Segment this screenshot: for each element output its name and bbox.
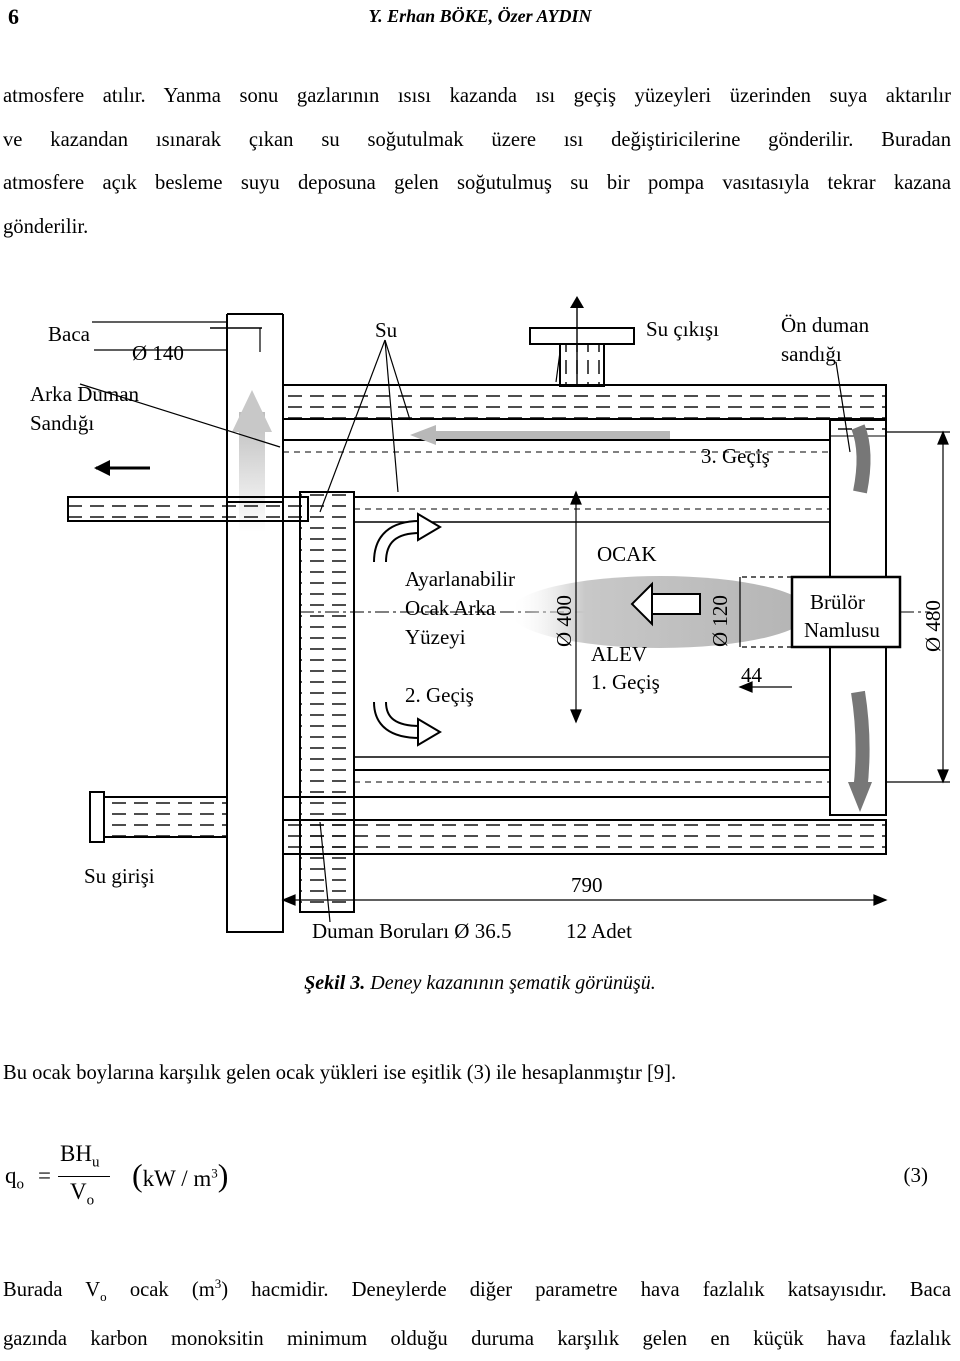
paragraph-3 — [3, 1262, 951, 1361]
label-alev: ALEV — [591, 642, 647, 666]
third-pass-arrow — [410, 425, 670, 445]
su-leader-lines — [320, 340, 410, 512]
paragraph-2: Bu ocak boylarına karşılık gelen ocak yükleri ise eşitlik (3) ile hesaplanmıştır [9]. — [3, 1062, 677, 1084]
label-d480: Ø 480 — [921, 600, 945, 652]
label-d140: Ø 140 — [132, 341, 184, 365]
eq-numerator: $BH_u$ — [60, 1141, 100, 1171]
caption-text: Deney kazanının şematik görünüşü. — [370, 972, 656, 994]
bottom-water-jacket — [283, 820, 886, 854]
front-smoke-arrow-bottom — [858, 692, 863, 792]
label-on-duman-2: sandığı — [781, 342, 842, 366]
figure-caption — [0, 972, 960, 995]
second-pass-arrow-top — [380, 514, 440, 562]
rear-duct — [68, 497, 308, 521]
rear-outflow-arrow — [94, 460, 150, 476]
boiler-schematic-figure — [0, 292, 960, 942]
eq-unit: $(kW / m^3)$ — [132, 1157, 229, 1193]
page-header — [8, 4, 952, 30]
caption-label: Şekil 3. — [304, 972, 366, 994]
paragraph-1-line-4: gönderilir. — [3, 215, 89, 238]
label-su: Su — [375, 318, 398, 342]
running-header-authors: Y. Erhan BÖKE, Özer AYDIN — [368, 6, 592, 26]
label-adet: 12 Adet — [566, 919, 632, 942]
eq-lhs: $q_o$ — [5, 1163, 24, 1193]
label-dim-44: 44 — [741, 663, 762, 687]
eq-fraction-bar — [58, 1176, 110, 1177]
label-arka-duman-1: Arka Duman — [30, 382, 140, 406]
page-number: 6 — [8, 4, 19, 29]
label-gecis-2: 2. Geçiş — [405, 683, 474, 707]
label-baca: Baca — [48, 322, 90, 346]
water-outlet — [530, 296, 634, 386]
label-duman-borulari: Duman Boruları Ø 36.5 — [312, 919, 512, 942]
label-namlusu: Namlusu — [804, 618, 880, 642]
paragraph-1-line-2: ve kazandan ısınarak çıkan su soğutulmak üzere ısı değiştiricilerine gönderilir. Buradan — [3, 128, 951, 151]
label-arka-duman-2: Sandığı — [30, 411, 95, 435]
label-d400: Ø 400 — [552, 595, 576, 647]
eq-denominator: $V_o$ — [70, 1179, 95, 1209]
boiler-schematic — [0, 292, 960, 942]
paragraph-1-line-3: atmosfere açık besleme suyu deposuna gelen soğutulmuş su bir pompa vasıtasıyla tekrar kazana — [3, 172, 951, 194]
label-ocak-arka: Ocak Arka — [405, 596, 496, 620]
label-su-girisi: Su girişi — [84, 864, 155, 888]
second-pass-arrow-bottom — [380, 702, 440, 745]
label-d120: Ø 120 — [708, 595, 732, 647]
rear-wall — [227, 502, 283, 932]
label-su-cikisi: Su çıkışı — [646, 317, 719, 341]
paragraph-1-line-1: atmosfere atılır. Yanma sonu gazlarının ısısı kazanda ısı geçiş yüzeyleri üzerinden suya aktarılır — [3, 85, 951, 107]
paragraph-3-line-2: gazında karbon monoksitin minimum olduğu duruma karşılık gelen en küçük hava fazlalık — [3, 1327, 951, 1350]
label-gecis-1: 1. Geçiş — [591, 670, 660, 694]
paragraph-3-line-1: Burada $V_o$ ocak $(m^3)$ hacmidir. Deneylerde diğer parametre hava fazlalık katsayısıdır. Baca — [3, 1276, 951, 1304]
label-brulor: Brülör — [810, 590, 865, 614]
label-yuzeyi: Yüzeyi — [405, 625, 466, 649]
eq-number: (3) — [903, 1163, 928, 1187]
label-ocak: OCAK — [597, 542, 657, 566]
label-dim-790: 790 — [571, 873, 603, 897]
label-on-duman-1: Ön duman — [781, 313, 870, 337]
paragraph-1 — [3, 75, 951, 249]
equation-3 — [0, 1135, 960, 1225]
chimney-flow-arrow-head — [232, 390, 272, 432]
front-smoke-arrow-top — [858, 427, 864, 492]
label-gecis-3: 3. Geçiş — [701, 444, 770, 468]
top-water-jacket — [283, 385, 886, 419]
label-ayarlanabilir: Ayarlanabilir — [405, 567, 516, 591]
eq-equals: = — [38, 1163, 51, 1188]
